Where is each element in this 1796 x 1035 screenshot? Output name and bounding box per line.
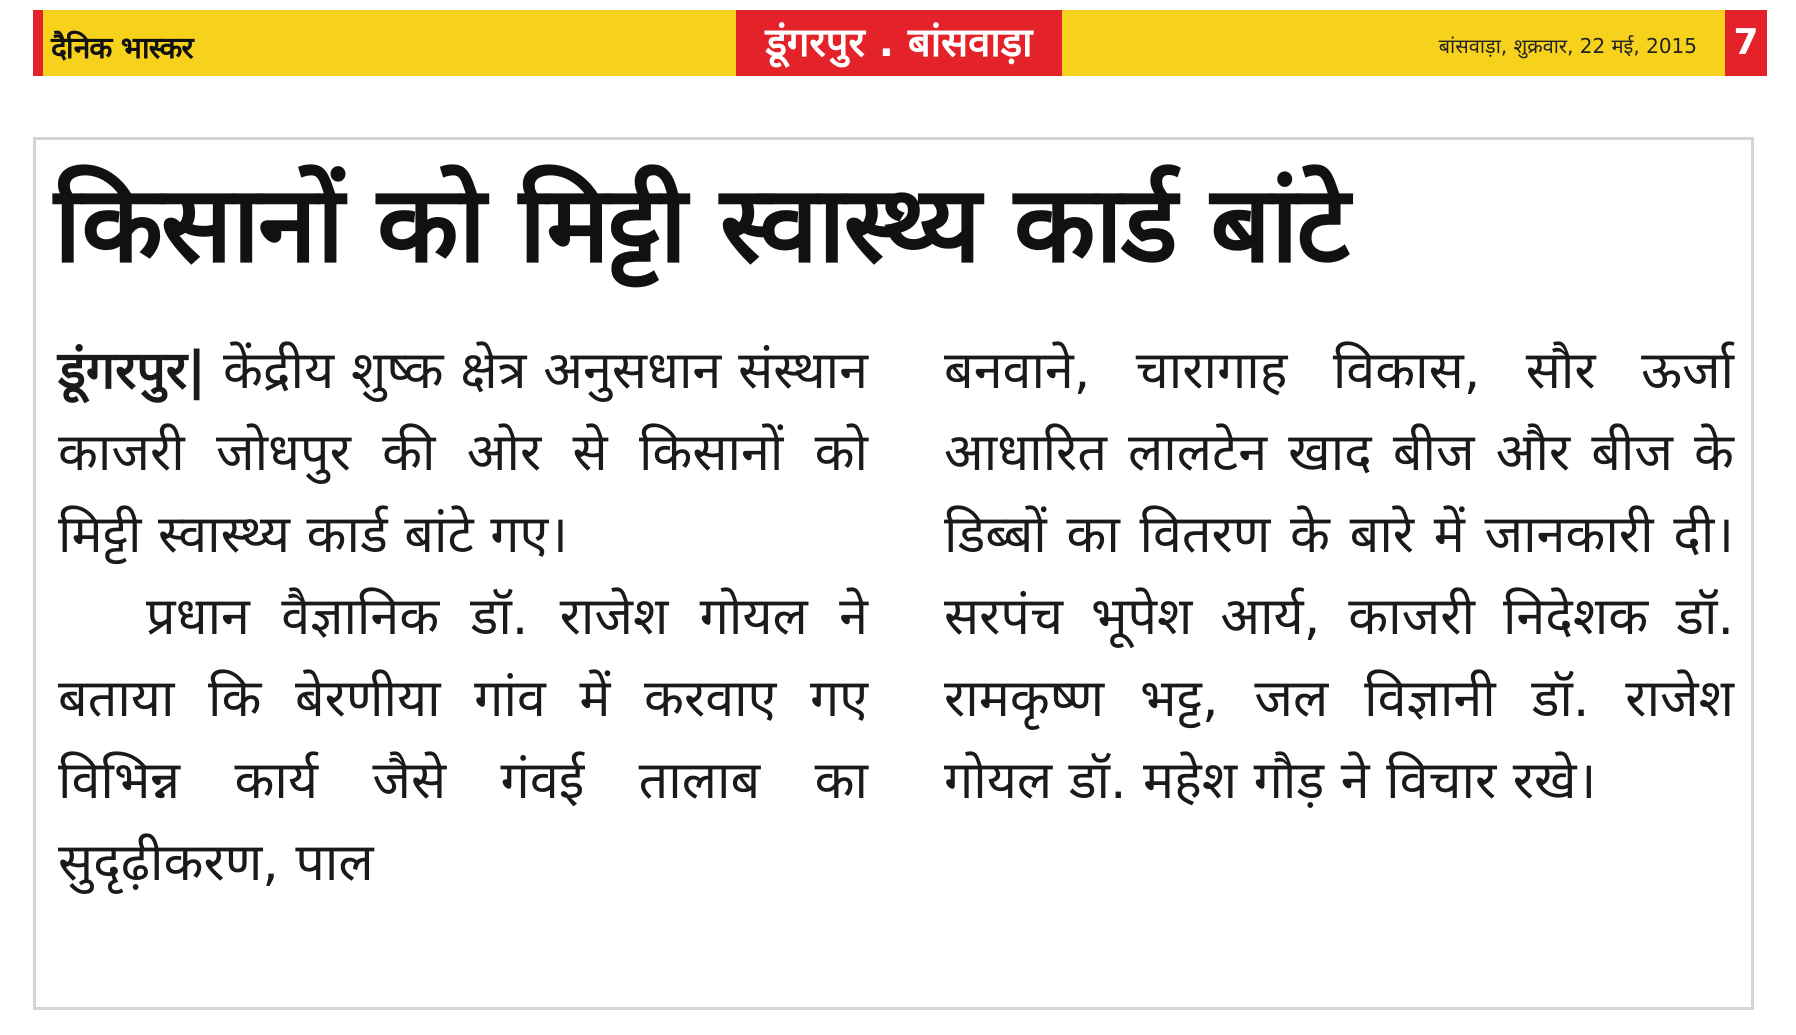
header-accent-stripe (33, 10, 43, 76)
article-headline: किसानों को मिट्टी स्वास्थ्य कार्ड बांटे (54, 163, 1348, 286)
section-tab: डूंगरपुर . बांसवाड़ा (736, 10, 1062, 76)
newspaper-header-bar (33, 10, 1767, 76)
article-paragraph-1 (58, 330, 868, 576)
article-paragraph-1-text: केंद्रीय शुष्क क्षेत्र अनुसधान संस्थान काजरी जोधपुर की ओर से किसानों को मिट्टी स्वास्थ्य कार्ड बांटे गए। (58, 341, 869, 565)
article-column-left (58, 330, 868, 904)
article-column-right (944, 330, 1734, 822)
article-paragraph-3: बनवाने, चारागाह विकास, सौर ऊर्जा आधारित लालटेन खाद बीज और बीज के डिब्बों का वितरण के बारे में जानकारी दी। सरपंच भूपेश आर्य, काजरी निदेशक डॉ. रामकृष्ण भट्ट, जल विज्ञानी डॉ. राजेश गोयल डॉ. महेश गौड़ ने विचार रखे। (944, 341, 1734, 811)
issue-dateline: बांसवाड़ा, शुक्रवार, 22 मई, 2015 (1438, 34, 1697, 58)
page-number: 7 (1725, 10, 1767, 76)
article-paragraph-2: प्रधान वैज्ञानिक डॉ. राजेश गोयल ने बताया कि बेरणीया गांव में करवाए गए विभिन्न कार्य जैसे गंवई तालाब का सुदृढ़ीकरण, पाल (58, 587, 868, 893)
article-clipping (33, 137, 1754, 1010)
article-place-dateline: डूंगरपुर| (58, 341, 207, 401)
masthead-logo: दैनिक भास्कर (51, 31, 193, 66)
